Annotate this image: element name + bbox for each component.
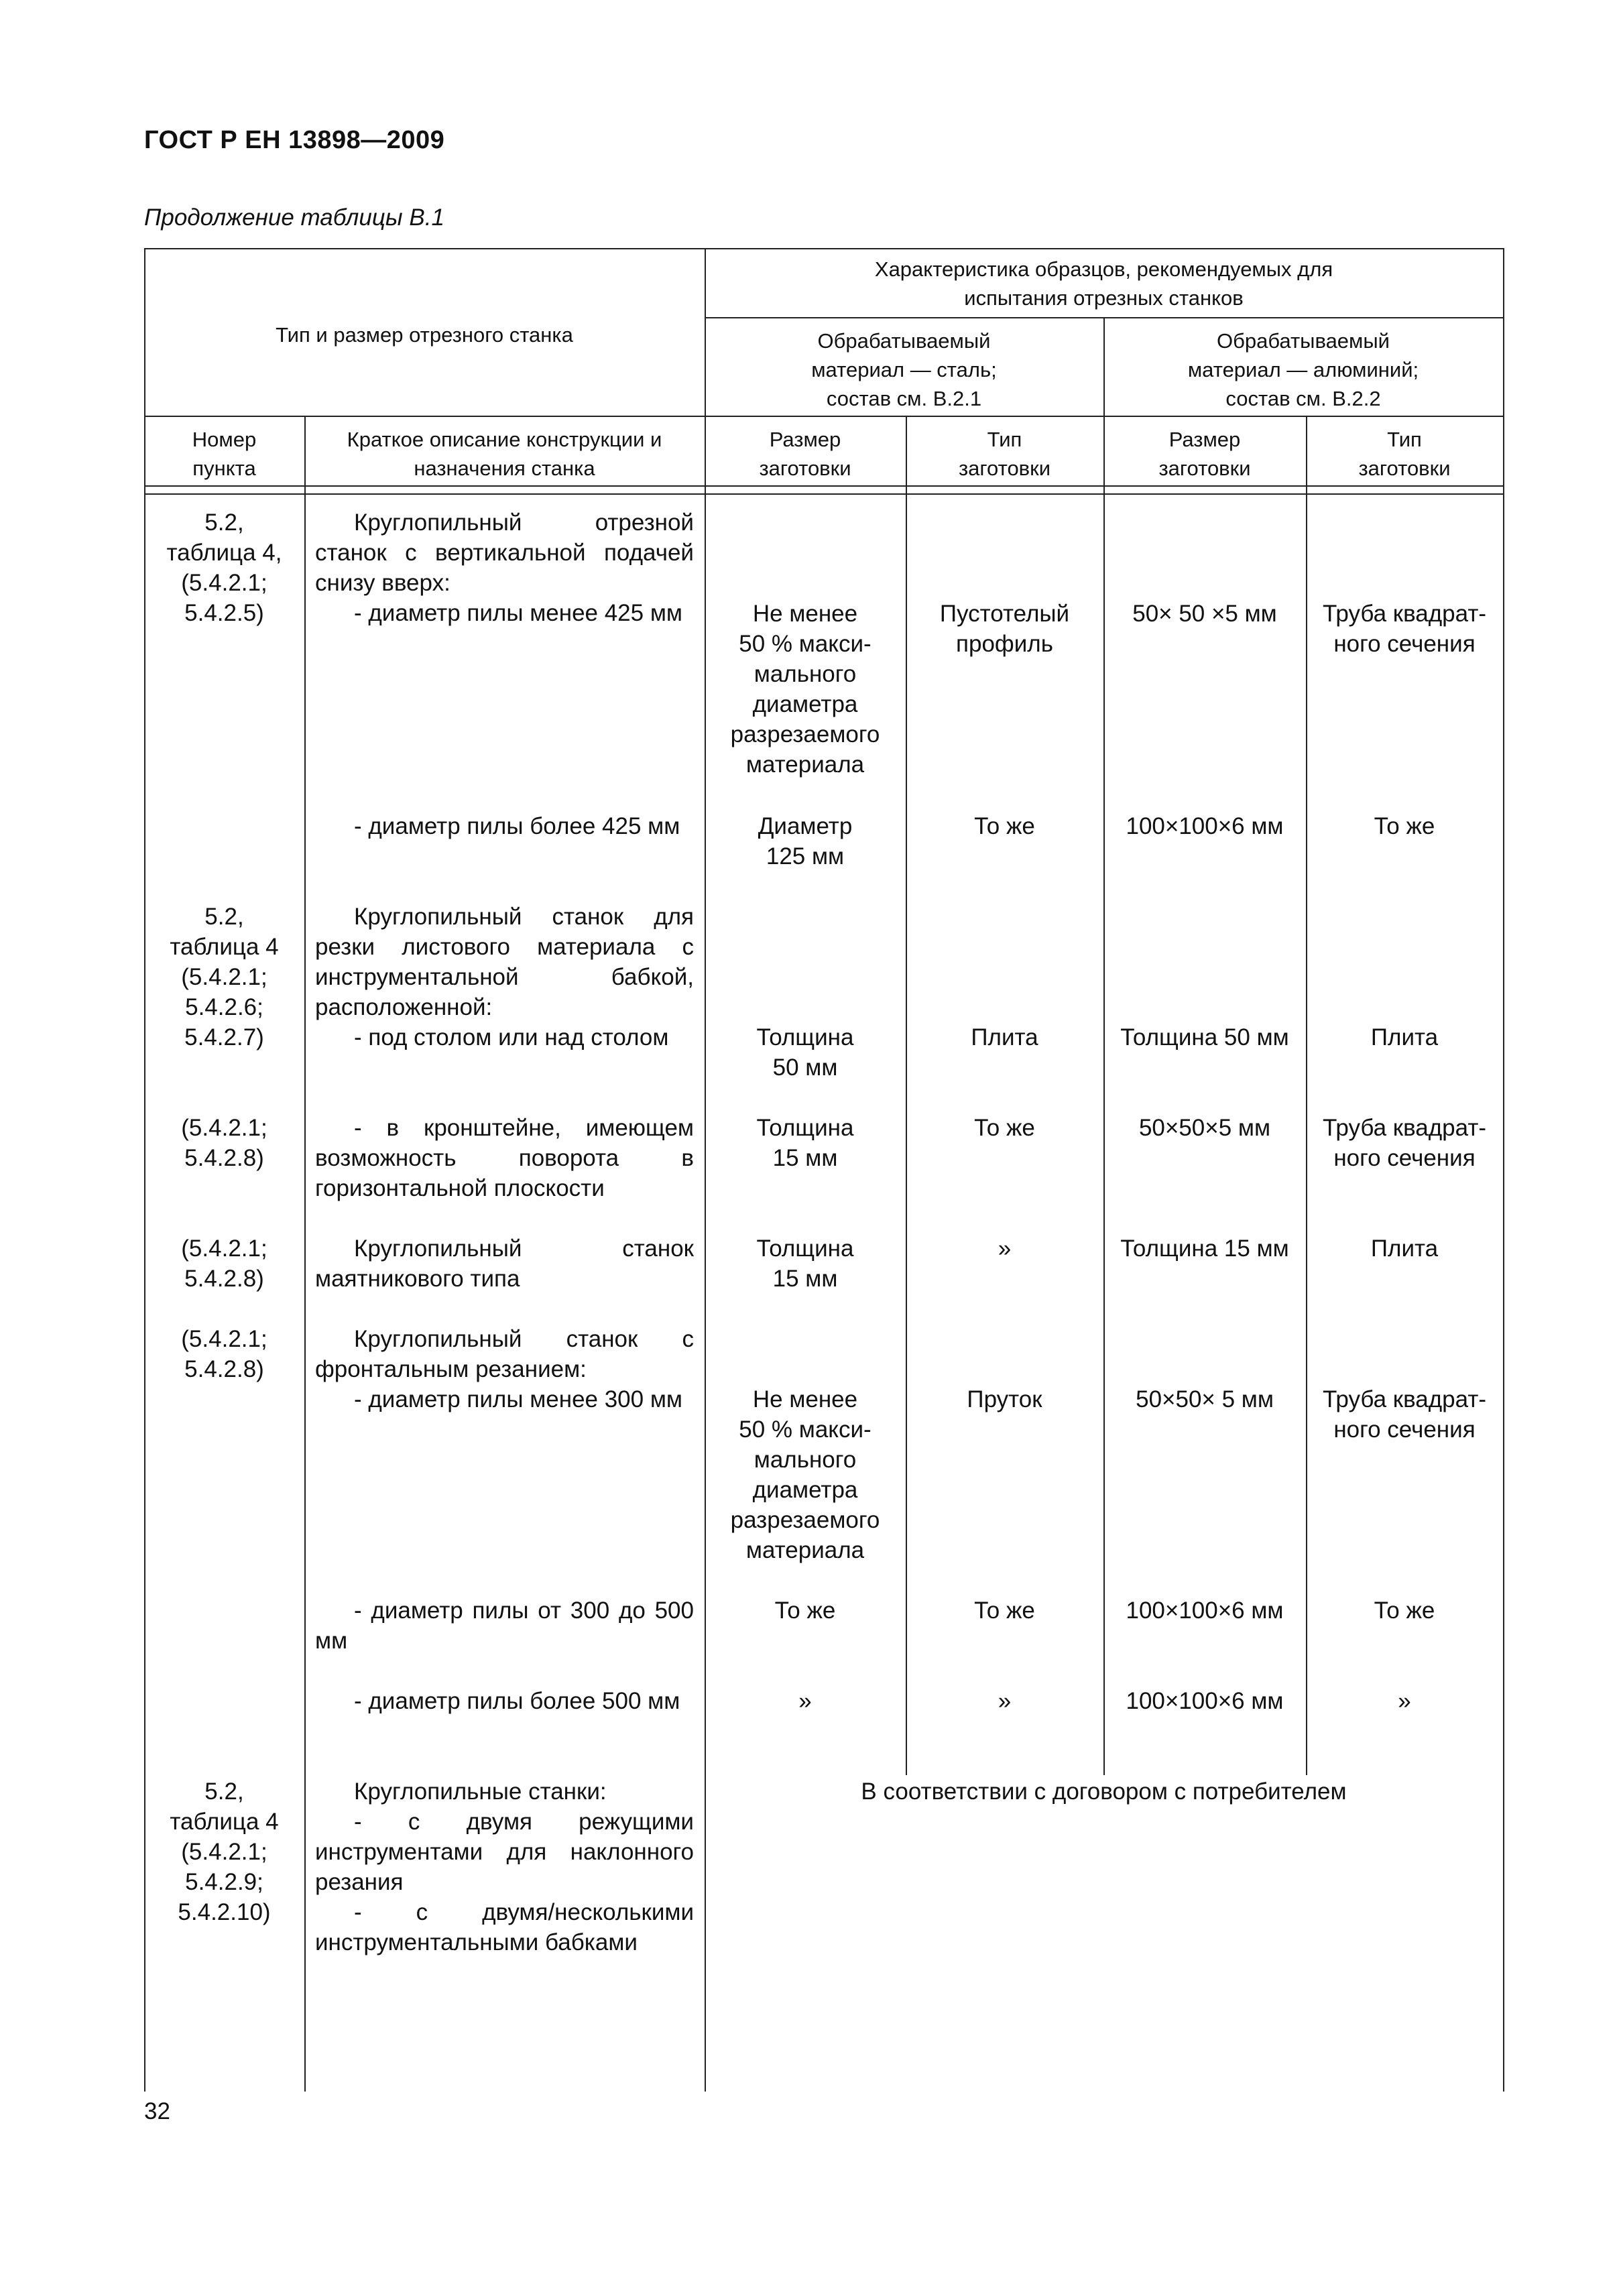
steel-size: » <box>798 1688 812 1714</box>
row-description <box>315 1324 694 1414</box>
description-sub: - диаметр пилы менее 300 мм <box>354 1386 682 1412</box>
description-intro: Круглопильный отрезной станок с вертикальной подачей снизу вверх: <box>315 509 694 596</box>
steel-size: То же <box>774 1597 836 1624</box>
description-sub: - с двумя режущими инструментами для наклонного резания <box>315 1809 694 1895</box>
al-size: 50×50×5 мм <box>1138 1115 1271 1141</box>
row-description <box>315 1233 694 1294</box>
col-divider-item <box>304 416 306 2092</box>
al-type: Труба квадрат- ного сечения <box>1322 1115 1487 1171</box>
description-intro: Круглопильный станок для резки листового материала с инструментальной бабкой, расположенной: <box>315 904 694 1020</box>
item-number: 5.2, таблица 4, (5.4.2.1; 5.4.2.5) <box>166 509 282 626</box>
subheader-bottom-line-2 <box>144 493 1504 495</box>
row-description <box>315 1113 694 1203</box>
steel-size: Не менее 50 % макси- мального диаметра разрезаемого материала <box>730 1386 880 1563</box>
al-type: » <box>1398 1688 1411 1714</box>
steel-type: » <box>998 1235 1012 1262</box>
row-description <box>315 902 694 1052</box>
al-size: Толщина 15 мм <box>1120 1235 1289 1262</box>
header-samples-char: Характеристика образцов, рекомендуемых для испытания отрезных станков <box>874 257 1333 310</box>
header-al-size: Размер заготовки <box>1158 428 1251 480</box>
header-steel: Обрабатываемый материал — сталь; состав см. В.2.1 <box>811 329 997 410</box>
steel-size: Толщина 15 мм <box>756 1235 854 1292</box>
item-number: (5.4.2.1; 5.4.2.8) <box>181 1115 267 1171</box>
al-type: Труба квадрат- ного сечения <box>1322 601 1487 657</box>
item-number: (5.4.2.1; 5.4.2.8) <box>181 1235 267 1292</box>
header-description: Краткое описание конструкции и назначения станка <box>347 428 662 480</box>
description-sub-2: - с двумя/несколькими инструментальными бабками <box>315 1899 694 1955</box>
description-intro: Круглопильные станки: <box>354 1778 607 1805</box>
steel-type: Пустотелый профиль <box>939 601 1070 657</box>
document-header: ГОСТ Р ЕН 13898—2009 <box>144 126 445 154</box>
page-number: 32 <box>144 2098 170 2124</box>
al-size: 100×100×6 мм <box>1126 813 1284 839</box>
row-description <box>315 1595 694 1656</box>
description-sub: - под столом или над столом <box>354 1024 669 1050</box>
steel-size: Диаметр 125 мм <box>758 813 853 869</box>
table-right-border <box>1503 248 1504 2092</box>
steel-type: То же <box>974 813 1035 839</box>
description-sub: - диаметр пилы более 425 мм <box>354 813 680 839</box>
subheader-bottom-line-1 <box>144 485 1504 487</box>
description-intro: Круглопильный станок маятникового типа <box>315 1235 694 1292</box>
steel-type: Пруток <box>967 1386 1042 1412</box>
item-number: 5.2, таблица 4 (5.4.2.1; 5.4.2.6; 5.4.2.7) <box>170 904 279 1050</box>
header-item-number: Номер пункта <box>192 428 257 480</box>
steel-type: То же <box>974 1115 1035 1141</box>
steel-type: То же <box>974 1597 1035 1624</box>
al-size: 100×100×6 мм <box>1126 1688 1284 1714</box>
row-description <box>315 1776 694 1957</box>
steel-size: Толщина 50 мм <box>756 1024 854 1081</box>
steel-type: » <box>998 1688 1012 1714</box>
al-type: То же <box>1374 813 1435 839</box>
row-description <box>315 811 694 841</box>
description-sub: - диаметр пилы менее 425 мм <box>354 600 682 626</box>
steel-size: Толщина 15 мм <box>756 1115 854 1171</box>
al-type: Плита <box>1370 1235 1439 1262</box>
header-machine-type: Тип и размер отрезного станка <box>276 323 573 347</box>
table-caption: Продолжение таблицы В.1 <box>144 204 444 231</box>
header-aluminium: Обрабатываемый материал — алюминий; состав см. В.2.2 <box>1187 329 1419 410</box>
al-size: 100×100×6 мм <box>1126 1597 1284 1624</box>
al-type: Плита <box>1370 1024 1439 1050</box>
header-steel-type: Тип заготовки <box>958 428 1051 480</box>
al-type: Труба квадрат- ного сечения <box>1322 1386 1487 1443</box>
al-size: 50×50× 5 мм <box>1136 1386 1274 1412</box>
item-number: (5.4.2.1; 5.4.2.8) <box>181 1326 267 1382</box>
description-sub: - диаметр пилы от 300 до 500 мм <box>315 1597 694 1654</box>
steel-type: Плита <box>971 1024 1038 1050</box>
description-sub: - диаметр пилы более 500 мм <box>354 1688 680 1714</box>
row-description <box>315 1686 694 1716</box>
merged-note: В соответствии с договором с потребителем <box>861 1778 1347 1805</box>
header-al-type: Тип заготовки <box>1358 428 1451 480</box>
description-sub: - в кронштейне, имеющем возможность поворота в горизонтальной плоскости <box>315 1115 694 1201</box>
description-intro: Круглопильный станок с фронтальным резанием: <box>315 1326 694 1382</box>
item-number: 5.2, таблица 4 (5.4.2.1; 5.4.2.9; 5.4.2.10) <box>170 1778 279 1925</box>
al-type: То же <box>1374 1597 1435 1624</box>
table-top-border <box>144 248 1504 249</box>
header-bottom-line <box>144 416 1504 417</box>
header-steel-size: Размер заготовки <box>759 428 851 480</box>
al-size: 50× 50 ×5 мм <box>1132 601 1277 627</box>
steel-size: Не менее 50 % макси- мального диаметра разрезаемого материала <box>730 601 880 778</box>
al-size: Толщина 50 мм <box>1120 1024 1289 1050</box>
row-description <box>315 507 694 628</box>
